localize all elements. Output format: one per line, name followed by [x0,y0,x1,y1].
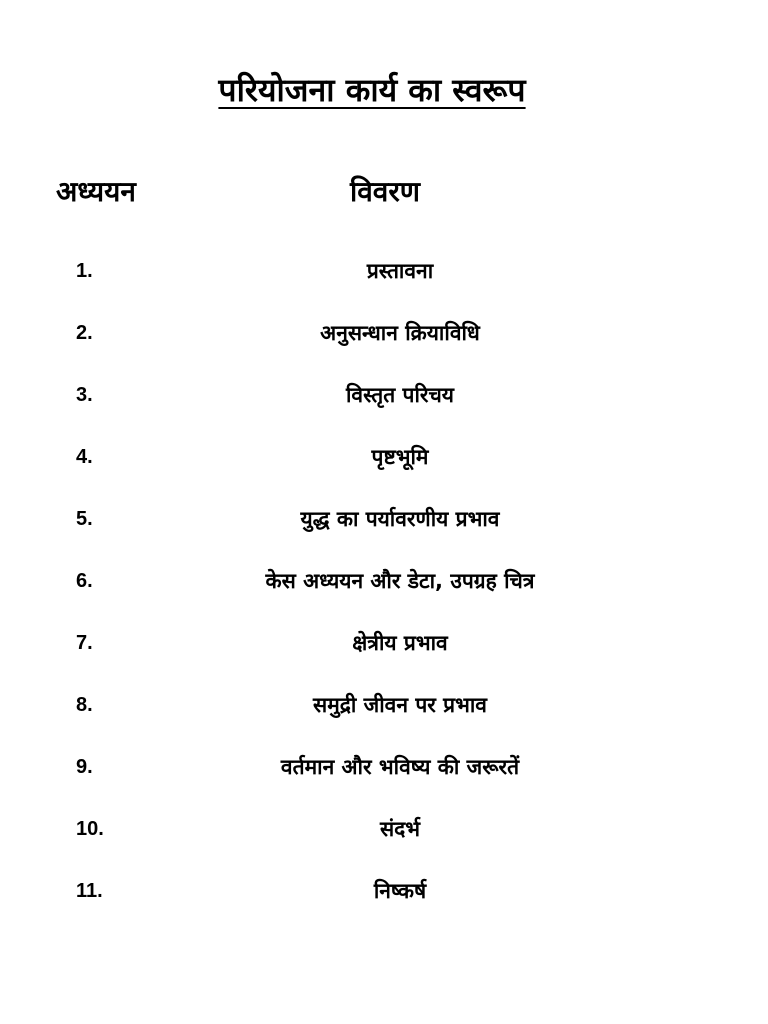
page-title [0,68,744,112]
contents-list [0,252,768,934]
list-item [0,252,768,314]
item-text: क्षेत्रीय प्रभाव [352,631,448,655]
item-text: पृष्टभूमि [371,445,429,469]
item-number: 2. [76,322,93,344]
column-header-study: अध्ययन [56,175,136,208]
item-number: 10. [76,818,104,840]
item-number: 11. [76,880,103,902]
page-title-text: परियोजना कार्य का स्वरूप [218,71,526,109]
item-text: युद्ध का पर्यावरणीय प्रभाव [300,507,500,531]
item-text: केस अध्ययन और डेटा, उपग्रह चित्र [265,569,535,593]
item-number: 5. [76,508,93,530]
list-item [0,686,768,748]
item-number: 6. [76,570,93,592]
item-text: विस्तृत परिचय [345,383,454,407]
item-text: वर्तमान और भविष्य की जरूरतें [280,755,520,779]
list-item [0,810,768,872]
list-item [0,438,768,500]
item-number: 8. [76,694,93,716]
list-item [0,624,768,686]
item-number: 4. [76,446,93,468]
item-text: अनुसन्धान क्रियाविधि [320,321,480,345]
item-text: निष्कर्ष [373,879,427,903]
item-text: समुद्री जीवन पर प्रभाव [313,693,487,717]
list-item [0,872,768,934]
item-number: 9. [76,756,93,778]
item-number: 7. [76,632,93,654]
list-item [0,500,768,562]
item-number: 1. [76,260,93,282]
item-text: प्रस्तावना [366,259,434,283]
item-text: संदर्भ [379,817,421,841]
list-item [0,562,768,624]
list-item [0,314,768,376]
item-number: 3. [76,384,93,406]
column-header-description: विवरण [349,175,421,208]
list-item [0,748,768,810]
list-item [0,376,768,438]
